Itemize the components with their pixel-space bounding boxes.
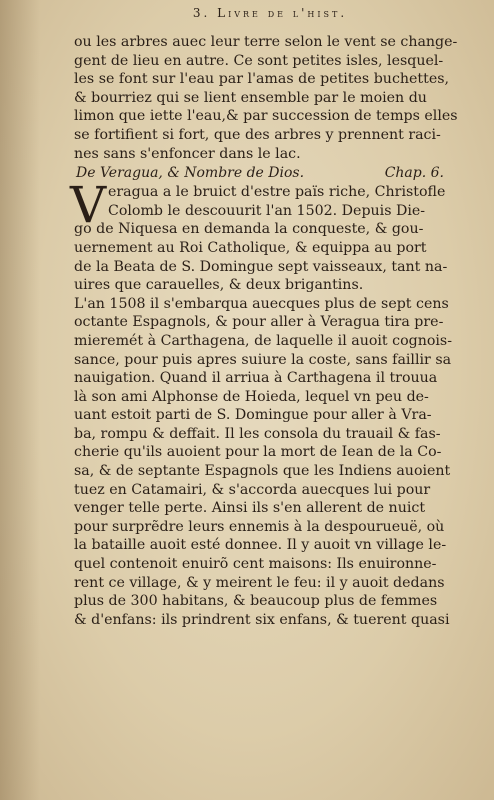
paragraph-top (74, 33, 484, 163)
text-line: quel contenoit enuirõ cent maisons: Ils enuironne- (74, 556, 437, 573)
chapter-title: De Veragua, & Nombre de Dios. (76, 165, 305, 182)
text-line: ba, rompu & deffait. Il les consola du trauail & fas- (74, 425, 441, 442)
text-line: nauigation. Quand il arriua à Carthagena il trouua (74, 370, 438, 387)
text-line: nes sans s'enfoncer dans le lac. (74, 145, 301, 162)
text-line: cherie qu'ils auoient pour la mort de Iean de la Co- (74, 444, 442, 461)
text-line: sance, pour puis apres suiure la coste, sans faillir sa (74, 351, 452, 368)
text-line: tuez en Catamairi, & s'accorda auecques lui pour (74, 481, 431, 498)
chapter-number: Chap. 6. (384, 165, 444, 182)
text-line: uires que carauelles, & deux brigantins. (74, 277, 364, 294)
text-line: uernement au Roi Catholique, & equippa au port (74, 239, 427, 256)
text-line: limon que iette l'eau,& par succession de temps elles (74, 108, 458, 125)
text-line: les se font sur l'eau par l'amas de petites buchettes, (74, 71, 450, 88)
text-line: rent ce village, & y meirent le feu: il y auoit dedans (74, 574, 445, 591)
text-line: là son ami Alphonse de Hoieda, lequel vn peu de- (74, 388, 429, 405)
dropcap-lines (74, 183, 484, 220)
text-line: L'an 1508 il s'embarqua auecques plus de sept cens (74, 295, 449, 312)
paragraph-body (74, 220, 484, 629)
text-line: pour surprẽdre leurs ennemis à la despourueuë, où (74, 518, 445, 535)
text-line: la bataille auoit esté donnee. Il y auoit vn village le- (74, 537, 447, 554)
chapter-heading (76, 163, 484, 183)
text-line: de la Beata de S. Domingue sept vaisseaux, tant na- (74, 258, 448, 275)
text-line: & bourriez qui se lient ensemble par le moien du (74, 89, 427, 106)
text-line: ou les arbres auec leur terre selon le vent se change- (74, 34, 458, 50)
gutter-shadow (0, 0, 40, 800)
running-header: 3. Livre de l'hist. (192, 6, 348, 20)
text-line: sa, & de septante Espagnols que les Indiens auoient (74, 463, 451, 480)
text-line: gent de lieu en autre. Ce sont petites isles, lesquel- (74, 52, 444, 69)
text-line: uant estoit parti de S. Domingue pour aller à Vra- (74, 407, 432, 424)
drop-cap: V (70, 176, 107, 235)
text-line: se fortifient si fort, que des arbres y prennent raci- (74, 126, 441, 143)
text-line: venger telle perte. Ainsi ils s'en allerent de nuict (74, 500, 426, 517)
text-line: plus de 300 habitans, & beaucoup plus de femmes (74, 593, 438, 610)
text-line: octante Espagnols, & pour aller à Veragua tira pre- (74, 314, 444, 331)
text-line: Colomb le descouurit l'an 1502. Depuis Die- (108, 202, 426, 219)
text-line: go de Niquesa en demanda la conqueste, & gou- (74, 221, 424, 238)
text-line: mieremét à Carthagena, de laquelle il auoit cognois- (74, 332, 452, 349)
text-line: eragua a le bruict d'estre païs riche, Christofle (108, 184, 446, 201)
text-block (70, 33, 484, 629)
text-line: & d'enfans: ils prindrent six enfans, & tuerent quasi (74, 611, 450, 628)
